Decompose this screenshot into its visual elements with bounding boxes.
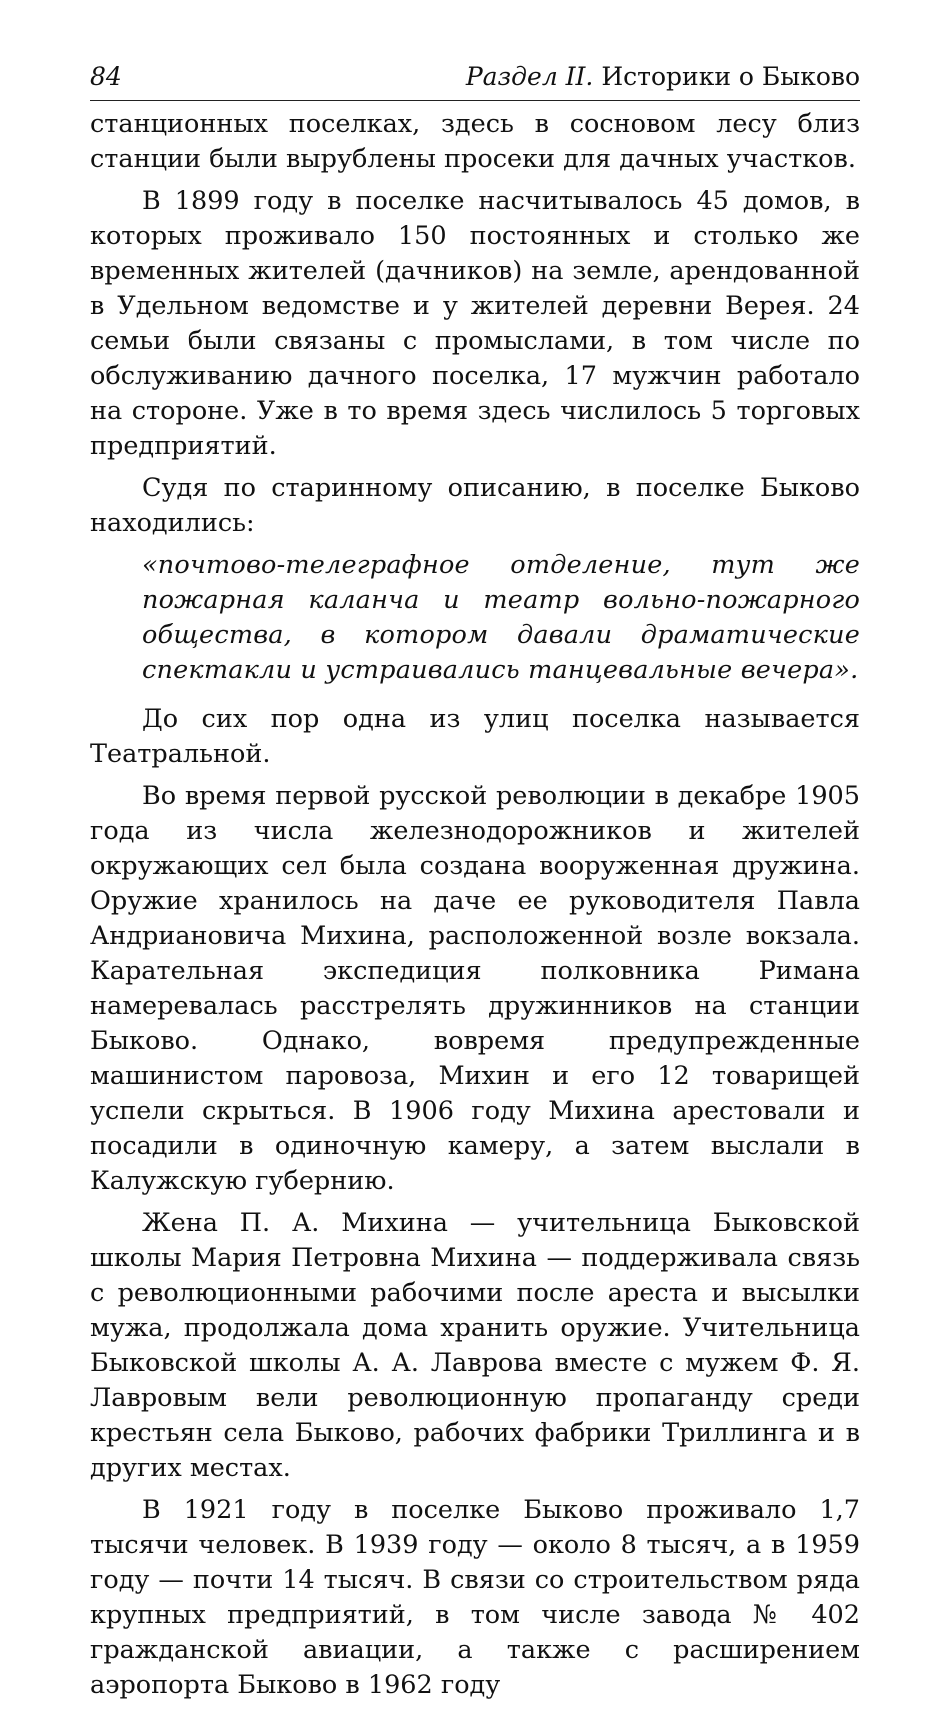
paragraph-continued: станционных поселках, здесь в сосновом лесу близ станции были вырублены просеки для дачных участков. — [90, 109, 860, 174]
section-label: Раздел II. — [465, 62, 594, 91]
paragraph: В 1921 году в поселке Быково проживало 1,7 тысячи человек. В 1939 году — около 8 тысяч, а в 1959 году — почти 14 тысяч. В связи со строительством ряда крупных предприятий, в том числе завода № 402 гражданской авиации, а также с расширением аэропорта Быково в 1962 году — [90, 1495, 860, 1700]
page-number: 84 — [90, 62, 122, 91]
section-heading — [466, 62, 860, 92]
paragraph: Жена П. А. Михина — учительница Быковской школы Мария Петровна Михина — поддерживала связь с революционными рабочими после ареста и высылки мужа, продолжала дома хранить оружие. Учительница Быковской школы А. А. Лаврова вместе с мужем Ф. Я. Лавровым вели революционную пропаганду среди крестьян села Быково, рабочих фабрики Триллинга и в других местах. — [90, 1208, 860, 1483]
paragraph: Во время первой русской революции в декабре 1905 года из числа железнодорожников и жителей окружающих сел была создана вооруженная дружина. Оружие хранилось на даче ее руководителя Павла Андриановича Михина, расположенной возле вокзала. Карательная экспедиция полковника Римана намеревалась расстрелять дружинников на станции Быково. Однако, вовремя предупрежденные машинистом паровоза, Михин и его 12 товарищей успели скрыться. В 1906 году Михина арестовали и посадили в одиночную камеру, а затем выслали в Калужскую губернию. — [90, 781, 860, 1196]
paragraph: Судя по старинному описанию, в поселке Быково находились: — [90, 473, 860, 538]
section-title: Историки о Быково — [601, 62, 860, 91]
paragraph: До сих пор одна из улиц поселка называется Театральной. — [90, 704, 860, 769]
paragraph: В 1899 году в поселке насчитывалось 45 домов, в которых проживало 150 постоянных и столько же временных жителей (дачников) на земле, арендованной в Удельном ведомстве и у жителей деревни Верея. 24 семьи были связаны с промыслами, в том числе по обслуживанию дачного поселка, 17 мужчин работало на стороне. Уже в то время здесь числилось 5 торговых предприятий. — [90, 186, 860, 461]
body-text — [90, 107, 860, 1703]
book-page — [90, 62, 860, 1710]
running-header — [90, 62, 860, 101]
block-quote: «почтово-телеграфное отделение, тут же пожарная каланча и театр вольно-пожарного общества, в котором давали драматические спектакли и устраивались танцевальные вечера». — [142, 550, 860, 685]
